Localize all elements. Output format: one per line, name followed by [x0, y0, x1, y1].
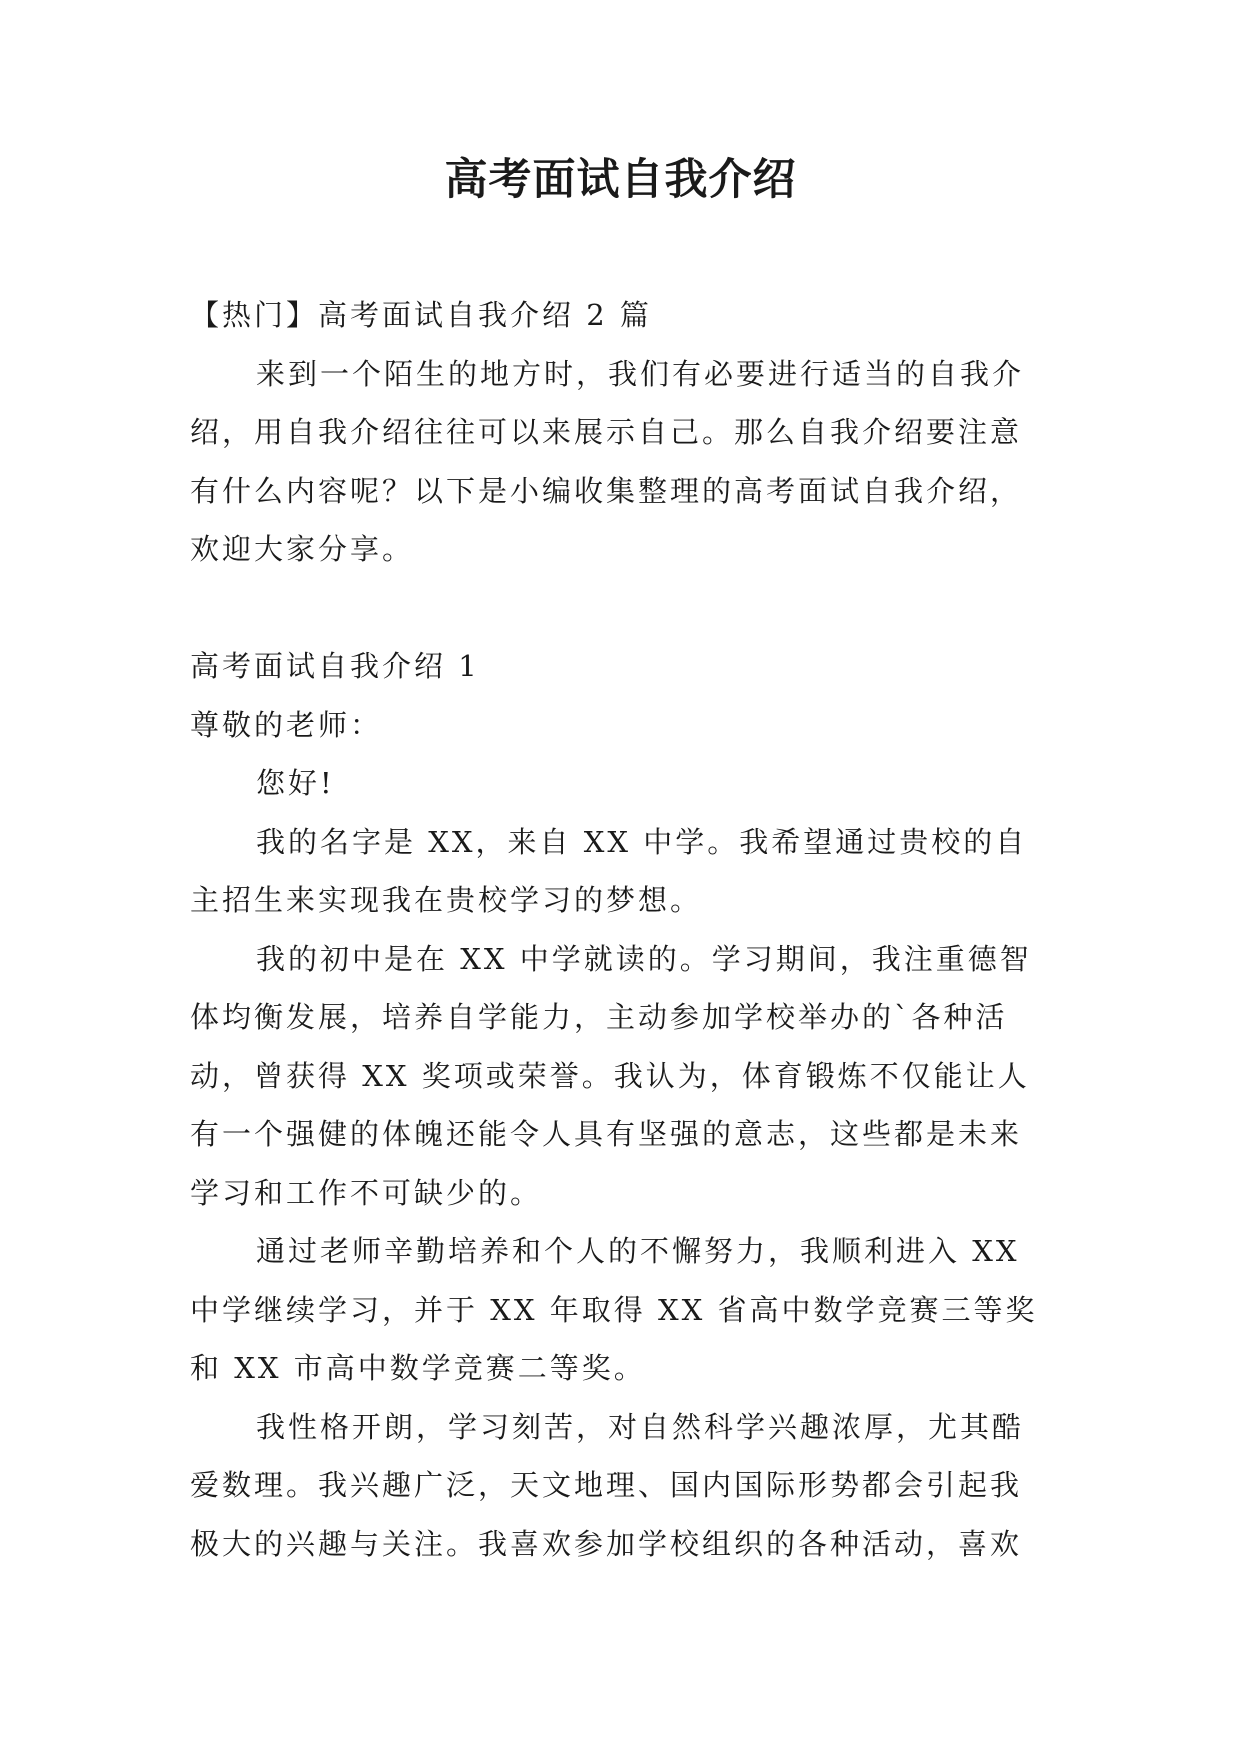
letter-salutation: 尊敬的老师：: [190, 707, 383, 742]
document-subtitle: 【热门】高考面试自我介绍 2 篇: [190, 298, 652, 332]
body-paragraph: 我的名字是 XX，来自 XX 中学。我希望通过贵校的自主招生来实现我在贵校学习的梦想。: [190, 824, 1028, 917]
intro-paragraph: 来到一个陌生的地方时，我们有必要进行适当的自我介绍，用自我介绍往往可以来展示自己。那么自我介绍要注意有什么内容呢？以下是小编收集整理的高考面试自我介绍，欢迎大家分享。: [190, 356, 1025, 566]
body-paragraph: 我性格开朗，学习刻苦，对自然科学兴趣浓厚，尤其酷爱数理。我兴趣广泛，天文地理、国内国际形势都会引起我极大的兴趣与关注。我喜欢参加学校组织的各种活动，喜欢: [190, 1409, 1025, 1561]
section-heading: 高考面试自我介绍 1: [190, 649, 480, 683]
document-body: [190, 286, 1050, 1573]
document-title: 高考面试自我介绍: [444, 155, 797, 205]
paragraph-spacer: [190, 579, 1050, 638]
letter-greeting: 您好!: [256, 766, 335, 800]
body-paragraph: 通过老师辛勤培养和个人的不懈努力，我顺利进入 XX 中学继续学习，并于 XX 年取得 XX 省高中数学竞赛三等奖和 XX 市高中数学竞赛二等奖。: [190, 1234, 1038, 1385]
body-paragraph: 我的初中是在 XX 中学就读的。学习期间，我注重德智体均衡发展，培养自学能力，主动参加学校举办的`各种活动，曾获得 XX 奖项或荣誉。我认为，体育锻炼不仅能让人有一个强健的体魄还能令人具有坚强的意志，这些都是未来学习和工作不可缺少的。: [190, 941, 1032, 1210]
